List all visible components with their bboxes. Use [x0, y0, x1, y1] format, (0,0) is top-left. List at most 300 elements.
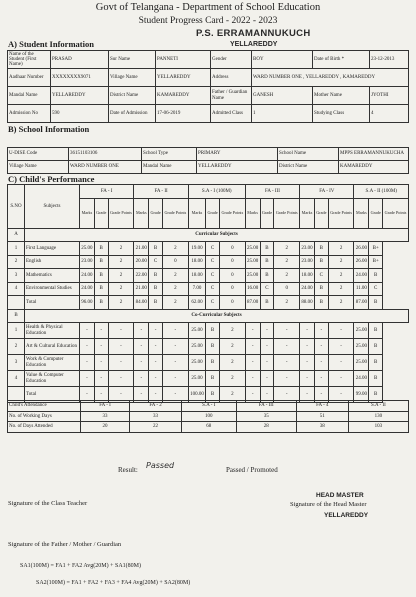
score-cell: 87.00: [245, 296, 260, 310]
score-cell: B: [369, 355, 383, 371]
score-cell: -: [108, 323, 134, 339]
label-cell: Date of Birth *: [313, 51, 370, 69]
sno-cell: 2: [8, 255, 25, 269]
score-cell: -: [314, 339, 328, 355]
score-cell: -: [274, 323, 300, 339]
score-cell: -: [108, 339, 134, 355]
value-cell: YELLAREDDY: [156, 69, 211, 87]
school-stamp-place: YELLAREDDY: [230, 41, 278, 48]
score-cell: 25.00: [245, 255, 260, 269]
attendance-value: 33: [130, 411, 182, 422]
score-cell: B: [149, 296, 163, 310]
score-cell: C: [206, 255, 220, 269]
score-cell: -: [94, 355, 108, 371]
score-cell: 96.00: [80, 296, 95, 310]
score-cell: 2: [162, 296, 188, 310]
score-cell: B: [149, 282, 163, 296]
attendance-value: 35: [236, 411, 296, 422]
score-cell: 25.00: [80, 242, 95, 256]
score-cell: 25.00: [245, 242, 260, 256]
label-cell: Admission No: [8, 105, 51, 123]
score-cell: 2: [162, 242, 188, 256]
score-cell: -: [260, 371, 274, 387]
sno-cell: 3: [8, 355, 25, 371]
value-cell: 4: [370, 105, 409, 123]
formula-note-sa2: SA2(100M) = FA1 + FA2 + FA3 + FA4 Avg(20M) + SA2(80M): [36, 580, 191, 586]
attendance-table: [7, 400, 409, 433]
score-cell: 2: [219, 387, 245, 403]
table-row: [8, 296, 409, 310]
score-cell: 21.00: [134, 282, 149, 296]
attendance-row: [8, 422, 409, 433]
score-cell: C: [369, 282, 383, 296]
score-cell: B+: [369, 242, 383, 256]
label-cell: Name of the Student (First Name): [8, 51, 51, 69]
score-cell: B: [260, 269, 274, 283]
score-cell: 87.00: [354, 296, 369, 310]
score-cell: 2: [328, 269, 354, 283]
score-cell: 88.00: [300, 296, 315, 310]
value-cell: GANESH: [252, 87, 313, 105]
score-cell: B: [206, 355, 220, 371]
score-cell: -: [300, 387, 315, 403]
score-cell: -: [314, 387, 328, 403]
table-header-row: [8, 185, 409, 199]
score-cell: 0: [162, 255, 188, 269]
sno-cell: [8, 296, 25, 310]
school-info-title: B) School Information: [8, 124, 90, 134]
result-handwritten: Passed: [146, 461, 175, 470]
score-cell: -: [94, 371, 108, 387]
label-cell: U-DISE Code: [8, 148, 69, 161]
score-cell: 0: [219, 296, 245, 310]
score-cell: 2: [219, 323, 245, 339]
sub-grade-header: Grade: [94, 198, 108, 228]
value-cell: JYOTHI: [370, 87, 409, 105]
score-cell: -: [300, 371, 315, 387]
score-cell: 25.00: [188, 339, 205, 355]
attendance-header: FA - 2: [130, 401, 182, 412]
score-cell: B: [149, 242, 163, 256]
sno-cell: 1: [8, 323, 25, 339]
table-row: [8, 355, 409, 371]
score-cell: -: [245, 339, 260, 355]
score-cell: 20.00: [134, 255, 149, 269]
attendance-value: 20: [81, 422, 130, 433]
score-cell: -: [260, 387, 274, 403]
score-cell: C: [260, 282, 274, 296]
score-cell: -: [108, 371, 134, 387]
score-cell: B: [314, 242, 328, 256]
score-cell: B: [206, 387, 220, 403]
score-cell: B: [369, 269, 383, 283]
score-cell: -: [162, 387, 188, 403]
score-cell: -: [162, 339, 188, 355]
group-header: FA - III: [245, 185, 299, 199]
parent-signature-label: Signature of the Father / Mother / Guardian: [8, 541, 122, 548]
score-cell: -: [260, 355, 274, 371]
table-row: [8, 282, 409, 296]
section-title: Co-Curricular Subjects: [25, 309, 409, 323]
section-row: [8, 228, 409, 242]
label-cell: Village Name: [8, 161, 69, 174]
label-cell: Aadhaar Number: [8, 69, 51, 87]
value-cell: 17-06-2019: [156, 105, 211, 123]
value-cell: WARD NUMBER ONE: [69, 161, 142, 174]
score-cell: 23.00: [80, 255, 95, 269]
value-cell: WARD NUMBER ONE , YELLAREDDY , KAMAREDDY: [252, 69, 409, 87]
score-cell: 7.00: [188, 282, 205, 296]
score-cell: B: [260, 242, 274, 256]
score-cell: 25.00: [354, 323, 369, 339]
school-stamp: P.S. ERRAMANNUKUCH: [196, 28, 311, 39]
subject-cell: First Language: [25, 242, 80, 256]
score-cell: B: [369, 371, 383, 387]
subject-cell: Art & Cultural Education: [25, 339, 80, 355]
student-info-title: A) Student Information: [8, 39, 94, 49]
score-cell: 2: [219, 339, 245, 355]
label-cell: Admitted Class: [211, 105, 252, 123]
score-cell: 18.00: [188, 255, 205, 269]
score-cell: -: [134, 371, 149, 387]
head-master-signature-label: Signature of the Head Master: [290, 501, 367, 508]
sub-grade-header: Grade: [206, 198, 220, 228]
group-header: FA - IV: [300, 185, 354, 199]
score-cell: C: [149, 255, 163, 269]
score-cell: -: [300, 323, 315, 339]
group-header: S.A - I (100M): [188, 185, 245, 199]
sno-cell: 2: [8, 339, 25, 355]
score-cell: B: [260, 255, 274, 269]
score-cell: B: [369, 323, 383, 339]
score-cell: -: [245, 355, 260, 371]
table-row: [8, 69, 409, 87]
score-cell: 0: [274, 282, 300, 296]
score-cell: B: [369, 339, 383, 355]
class-teacher-signature-label: Signature of the Class Teacher: [8, 500, 88, 507]
score-cell: -: [162, 355, 188, 371]
score-cell: 2: [328, 242, 354, 256]
score-cell: -: [274, 339, 300, 355]
table-row: [8, 371, 409, 387]
attendance-header-row: [8, 401, 409, 412]
performance-title: C) Child's Performance: [8, 174, 95, 184]
table-row: [8, 105, 409, 123]
table-row: [8, 323, 409, 339]
score-cell: -: [134, 323, 149, 339]
score-cell: 24.00: [354, 269, 369, 283]
sub-points-header: Grade Points: [108, 198, 134, 228]
value-cell: PANNETI: [156, 51, 211, 69]
value-cell: YELLAREDDY: [51, 87, 109, 105]
header-subtitle: Student Progress Card - 2022 - 2023: [138, 16, 278, 26]
attendance-header: FA - III: [236, 401, 296, 412]
header-title: Govt of Telangana - Department of School Education: [95, 2, 321, 13]
sub-marks-header: Marks: [300, 198, 315, 228]
attendance-label: No. of Days Attended: [8, 422, 81, 433]
attendance-value: 28: [236, 422, 296, 433]
value-cell: 1: [252, 105, 313, 123]
score-cell: -: [328, 387, 354, 403]
score-cell: 23.00: [300, 242, 315, 256]
sno-cell: 4: [8, 282, 25, 296]
score-cell: 0: [219, 282, 245, 296]
head-master-place: YELLAREDDY: [324, 512, 369, 519]
score-cell: 26.00: [354, 242, 369, 256]
sub-marks-header: Marks: [134, 198, 149, 228]
attendance-value: 100: [182, 411, 237, 422]
score-cell: B: [206, 339, 220, 355]
score-cell: 99.00: [354, 387, 369, 403]
score-cell: 2: [328, 296, 354, 310]
sno-cell: 4: [8, 371, 25, 387]
sub-marks-header: Marks: [188, 198, 205, 228]
score-cell: C: [206, 242, 220, 256]
score-cell: -: [245, 387, 260, 403]
section-letter: B: [8, 309, 25, 323]
score-cell: 22.00: [134, 269, 149, 283]
score-cell: 2: [219, 371, 245, 387]
score-cell: -: [245, 323, 260, 339]
score-cell: B: [206, 371, 220, 387]
value-cell: PRASAD: [51, 51, 109, 69]
score-cell: B: [149, 269, 163, 283]
score-cell: 24.00: [354, 371, 369, 387]
attendance-value: 68: [182, 422, 237, 433]
score-cell: -: [314, 323, 328, 339]
subject-cell: Work & Computer Education: [25, 355, 80, 371]
score-cell: -: [80, 355, 95, 371]
group-header: FA - II: [134, 185, 188, 199]
score-cell: 2: [274, 255, 300, 269]
score-cell: -: [260, 339, 274, 355]
subject-cell: Total: [25, 296, 80, 310]
sub-points-header: Grade Points: [274, 198, 300, 228]
score-cell: -: [149, 323, 163, 339]
label-cell: Father / Guardian Name: [211, 87, 252, 105]
value-cell: PRIMARY: [197, 148, 278, 161]
attendance-label: No. of Working Days: [8, 411, 81, 422]
group-header: S.A - II (100M): [354, 185, 409, 199]
score-cell: B: [94, 282, 108, 296]
score-cell: -: [108, 387, 134, 403]
score-cell: -: [149, 339, 163, 355]
label-cell: School Type: [142, 148, 197, 161]
score-cell: C: [314, 269, 328, 283]
label-cell: Mandal Name: [8, 87, 51, 105]
attendance-value: 33: [81, 411, 130, 422]
score-cell: B: [369, 387, 383, 403]
score-cell: -: [328, 355, 354, 371]
score-cell: 2: [108, 282, 134, 296]
score-cell: 2: [108, 242, 134, 256]
section-title: Curricular Subjects: [25, 228, 409, 242]
score-cell: 25.00: [188, 355, 205, 371]
score-cell: B: [94, 296, 108, 310]
sub-marks-header: Marks: [80, 198, 95, 228]
score-cell: 21.00: [134, 242, 149, 256]
subject-cell: Value & Computer Education: [25, 371, 80, 387]
score-cell: C: [206, 269, 220, 283]
score-cell: B: [94, 269, 108, 283]
label-cell: District Name: [109, 87, 156, 105]
value-cell: YELLAREDDY: [197, 161, 278, 174]
value-cell: KAMAREDDY: [339, 161, 409, 174]
score-cell: 16.00: [245, 282, 260, 296]
score-cell: -: [134, 387, 149, 403]
label-cell: District Name: [278, 161, 339, 174]
label-cell: Village Name: [109, 69, 156, 87]
group-header: FA - I: [80, 185, 134, 199]
score-cell: 2: [108, 269, 134, 283]
score-cell: -: [328, 371, 354, 387]
attendance-value: 130: [348, 411, 408, 422]
score-cell: -: [80, 371, 95, 387]
score-cell: -: [94, 387, 108, 403]
attendance-header: FA - I: [81, 401, 130, 412]
score-cell: 2: [219, 355, 245, 371]
value-cell: XXXXXXXX9071: [51, 69, 109, 87]
value-cell: BOY: [252, 51, 313, 69]
formula-note-sa1: SA1(100M) = FA1 + FA2 Avg(20M) + SA1(80M): [20, 563, 141, 569]
score-cell: -: [108, 355, 134, 371]
score-cell: -: [162, 323, 188, 339]
score-cell: -: [80, 323, 95, 339]
label-cell: Date of Admission: [109, 105, 156, 123]
score-cell: 2: [274, 242, 300, 256]
score-cell: -: [274, 355, 300, 371]
score-cell: 2: [328, 282, 354, 296]
score-cell: -: [94, 323, 108, 339]
attendance-value: 38: [296, 422, 348, 433]
score-cell: 62.00: [188, 296, 205, 310]
score-cell: B: [94, 242, 108, 256]
subject-cell: Total: [25, 387, 80, 403]
score-cell: 0: [219, 269, 245, 283]
score-cell: 2: [162, 282, 188, 296]
score-cell: 24.00: [80, 282, 95, 296]
score-cell: 2: [108, 255, 134, 269]
score-cell: -: [80, 387, 95, 403]
score-cell: 25.00: [354, 339, 369, 355]
sub-marks-header: Marks: [354, 198, 369, 228]
attendance-header: S.A - I: [182, 401, 237, 412]
sno-cell: 3: [8, 269, 25, 283]
score-cell: C: [206, 296, 220, 310]
sno-cell: 1: [8, 242, 25, 256]
score-cell: -: [134, 355, 149, 371]
score-cell: 100.00: [188, 387, 205, 403]
head-master-stamp: HEAD MASTER: [316, 492, 364, 499]
score-cell: 18.00: [300, 269, 315, 283]
score-cell: B: [314, 282, 328, 296]
subject-cell: Health & Physical Education: [25, 323, 80, 339]
score-cell: -: [328, 323, 354, 339]
label-cell: Gender: [211, 51, 252, 69]
score-cell: 2: [162, 269, 188, 283]
table-row: [8, 87, 409, 105]
attendance-value: 51: [296, 411, 348, 422]
score-cell: 25.00: [188, 323, 205, 339]
score-cell: 84.00: [134, 296, 149, 310]
sub-points-header: Grade Points: [219, 198, 245, 228]
score-cell: 2: [328, 255, 354, 269]
score-cell: B: [314, 255, 328, 269]
subject-cell: English: [25, 255, 80, 269]
label-cell: Mother Name: [313, 87, 370, 105]
score-cell: 18.00: [188, 269, 205, 283]
attendance-header: Child's Attendance: [8, 401, 81, 412]
value-cell: 590: [51, 105, 109, 123]
section-row: [8, 309, 409, 323]
score-cell: 11.00: [354, 282, 369, 296]
score-cell: B: [206, 323, 220, 339]
sub-grade-header: Grade: [149, 198, 163, 228]
label-cell: Studying Class: [313, 105, 370, 123]
score-cell: -: [134, 339, 149, 355]
attendance-header: FA - 4: [296, 401, 348, 412]
section-letter: A: [8, 228, 25, 242]
performance-table: [7, 184, 409, 403]
score-cell: -: [149, 371, 163, 387]
score-cell: B+: [369, 255, 383, 269]
score-cell: -: [314, 371, 328, 387]
score-cell: -: [245, 371, 260, 387]
score-cell: 23.00: [300, 255, 315, 269]
table-row: [8, 242, 409, 256]
score-cell: -: [149, 387, 163, 403]
score-cell: 25.00: [245, 269, 260, 283]
sub-points-header: Grade Points: [162, 198, 188, 228]
sub-grade-header: Grade: [314, 198, 328, 228]
subject-cell: Mathematics: [25, 269, 80, 283]
table-row: [8, 148, 409, 161]
score-cell: -: [300, 339, 315, 355]
score-cell: B: [94, 255, 108, 269]
score-cell: -: [274, 387, 300, 403]
score-cell: -: [314, 355, 328, 371]
label-cell: Mandal Name: [142, 161, 197, 174]
col-sno: S.NO: [8, 185, 25, 229]
score-cell: -: [149, 355, 163, 371]
score-cell: B: [369, 296, 383, 310]
table-row: [8, 51, 409, 69]
sub-marks-header: Marks: [245, 198, 260, 228]
attendance-header: S.A - II: [348, 401, 408, 412]
table-row: [8, 339, 409, 355]
label-cell: School Name: [278, 148, 339, 161]
result-label: Result:: [118, 466, 138, 474]
sub-grade-header: Grade: [260, 198, 274, 228]
score-cell: 24.00: [80, 269, 95, 283]
score-cell: 25.00: [188, 371, 205, 387]
sub-points-header: Grade Points: [328, 198, 354, 228]
value-cell: 23-12-2013: [370, 51, 409, 69]
school-info-table: [7, 147, 409, 174]
value-cell: 36151103106: [69, 148, 142, 161]
score-cell: -: [94, 339, 108, 355]
score-cell: 0: [219, 255, 245, 269]
score-cell: 24.00: [300, 282, 315, 296]
score-cell: -: [260, 323, 274, 339]
table-row: [8, 269, 409, 283]
score-cell: -: [80, 339, 95, 355]
attendance-value: 22: [130, 422, 182, 433]
col-subjects: Subjects: [25, 185, 80, 229]
table-row: [8, 161, 409, 174]
score-cell: C: [206, 282, 220, 296]
value-cell: KAMAREDDY: [156, 87, 211, 105]
